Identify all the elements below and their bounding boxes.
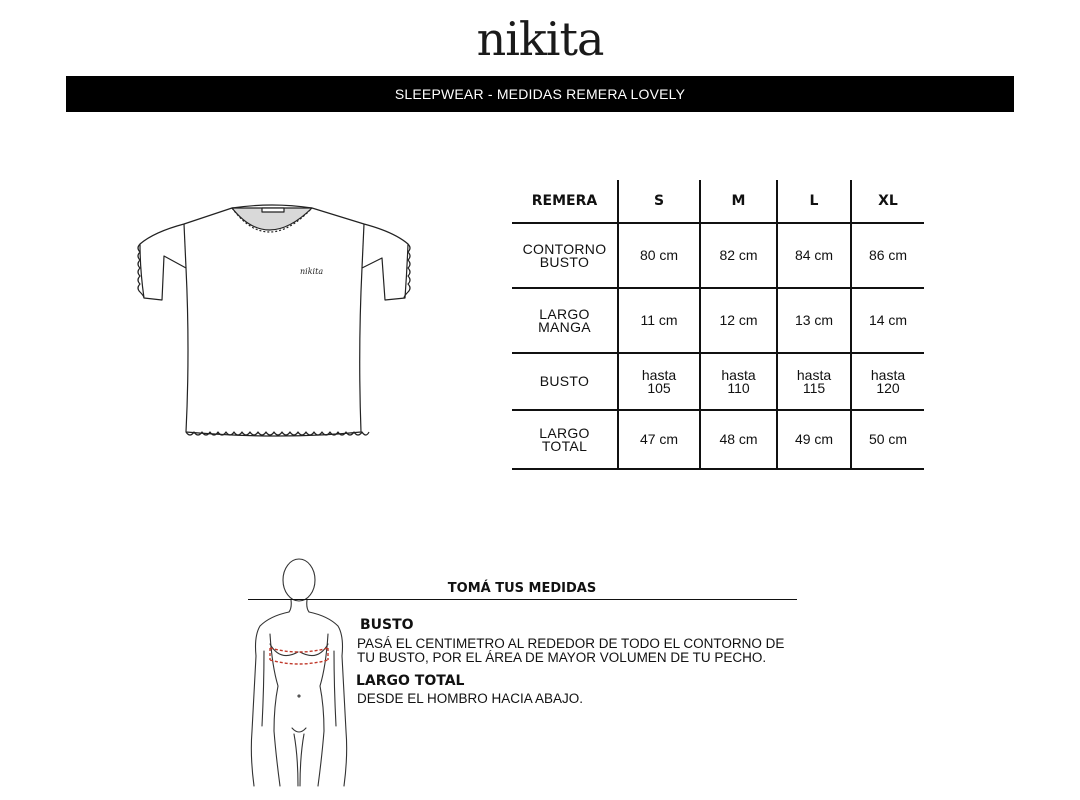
- header-size-xl: XL: [851, 180, 924, 223]
- header-size-m: M: [700, 180, 777, 223]
- table-row-contorno-busto: [512, 223, 924, 288]
- largo-total-text: DESDE EL HOMBRO HACIA ABAJO.: [357, 691, 584, 706]
- busto-text-line-2: TU BUSTO, POR EL ÁREA DE MAYOR VOLUMEN DE TU PECHO.: [357, 650, 767, 665]
- measure-section-title: TOMÁ TUS MEDIDAS: [447, 581, 597, 596]
- measure-divider: [248, 599, 797, 600]
- size-table-header: [512, 180, 924, 223]
- table-cell: hasta 105: [618, 353, 700, 410]
- size-table: [512, 180, 924, 470]
- table-cell: 12 cm: [700, 288, 777, 353]
- table-cell: 50 cm: [851, 410, 924, 469]
- table-cell: 48 cm: [700, 410, 777, 469]
- table-row-largo-manga: [512, 288, 924, 353]
- table-cell: 13 cm: [777, 288, 851, 353]
- busto-text-line-1: PASÁ EL CENTIMETRO AL REDEDOR DE TODO EL CONTORNO DE: [357, 636, 785, 651]
- page-title-banner: SLEEPWEAR - MEDIDAS REMERA LOVELY: [66, 76, 1014, 112]
- table-cell: 84 cm: [777, 223, 851, 288]
- header-remera: REMERA: [512, 180, 618, 223]
- table-cell: 11 cm: [618, 288, 700, 353]
- shirt-print: nikita: [300, 267, 324, 276]
- row-label: LARGO TOTAL: [512, 410, 618, 469]
- table-cell: 86 cm: [851, 223, 924, 288]
- header-size-l: L: [777, 180, 851, 223]
- table-cell: hasta 120: [851, 353, 924, 410]
- table-cell: 49 cm: [777, 410, 851, 469]
- brand-logo: nikita: [476, 12, 604, 66]
- tshirt-illustration: [132, 200, 417, 450]
- row-label: LARGO MANGA: [512, 288, 618, 353]
- table-row-busto: [512, 353, 924, 410]
- header-size-s: S: [618, 180, 700, 223]
- table-cell: 47 cm: [618, 410, 700, 469]
- row-label: CONTORNO BUSTO: [512, 223, 618, 288]
- table-cell: 80 cm: [618, 223, 700, 288]
- table-cell: hasta 115: [777, 353, 851, 410]
- table-cell: hasta 110: [700, 353, 777, 410]
- table-cell: 14 cm: [851, 288, 924, 353]
- largo-total-heading: LARGO TOTAL: [356, 673, 465, 689]
- table-row-largo-total: [512, 410, 924, 469]
- row-label: BUSTO: [512, 353, 618, 410]
- busto-heading: BUSTO: [360, 617, 414, 633]
- table-cell: 82 cm: [700, 223, 777, 288]
